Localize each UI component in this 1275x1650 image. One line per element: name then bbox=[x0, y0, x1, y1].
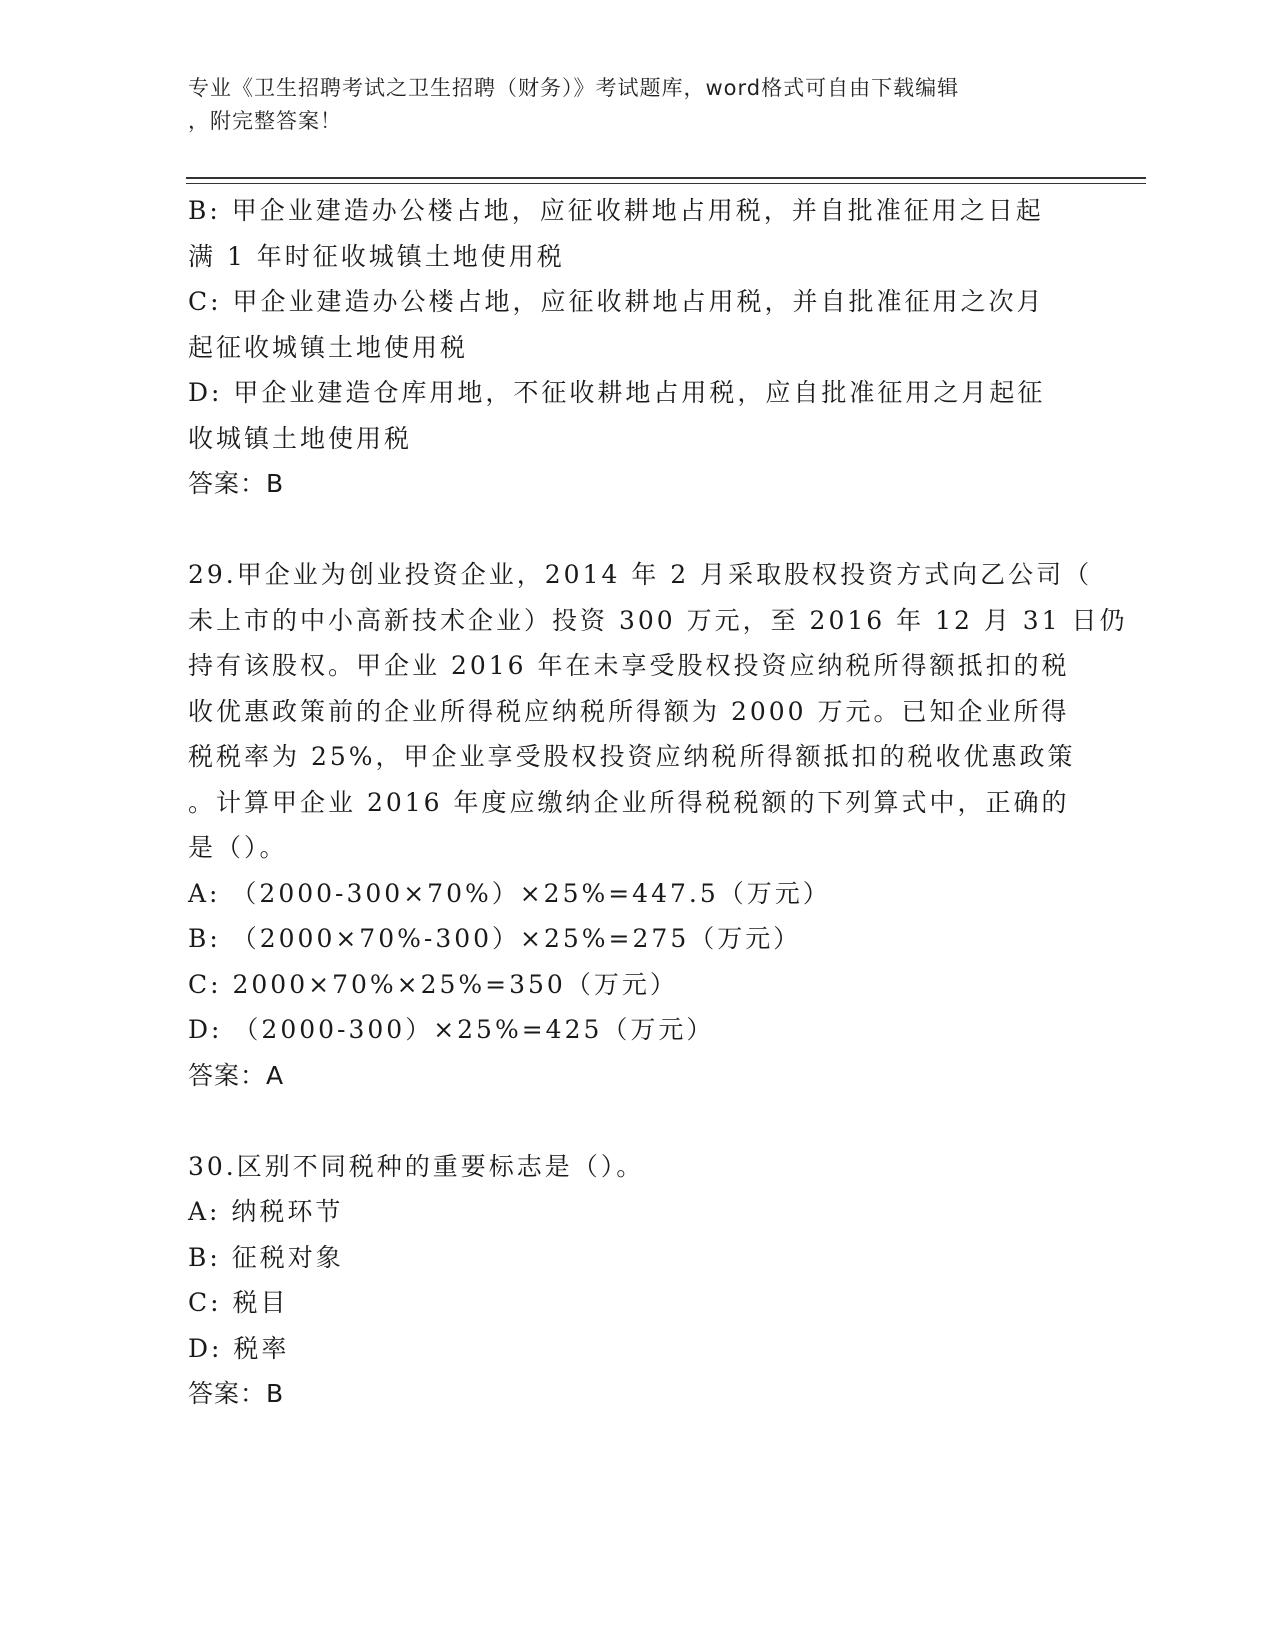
header-divider-thick bbox=[186, 177, 1146, 179]
q29-stem-line: 未上市的中小高新技术企业）投资 300 万元，至 2016 年 12 月 31 日仍 bbox=[188, 605, 1128, 635]
spacer bbox=[188, 1098, 1078, 1144]
q28-answer: 答案：B bbox=[188, 469, 285, 498]
question-29 bbox=[188, 552, 1128, 1098]
q28-option-b-line-1: B: 甲企业建造办公楼占地，应征收耕地占用税，并自批准征用之日起 bbox=[188, 196, 1044, 225]
q29-stem-line: 收优惠政策前的企业所得税应纳税所得额为 2000 万元。已知企业所得 bbox=[188, 696, 1070, 726]
q28-option-b-line-2: 满 1 年时征收城镇土地使用税 bbox=[188, 241, 565, 271]
spacer bbox=[188, 507, 1078, 553]
q30-answer: 答案：B bbox=[188, 1379, 285, 1408]
question-30 bbox=[188, 1144, 1078, 1417]
q28-option-d-line-1: D: 甲企业建造仓库用地，不征收耕地占用税，应自批准征用之月起征 bbox=[188, 378, 1046, 407]
q30-option-a: A: 纳税环节 bbox=[188, 1197, 344, 1226]
q29-option-c: C: 2000×70%×25%=350（万元） bbox=[188, 969, 678, 999]
q30-stem: 30.区别不同税种的重要标志是（）。 bbox=[188, 1151, 645, 1181]
q29-option-a: A: （2000-300×70%）×25%=447.5（万元） bbox=[188, 878, 831, 908]
q29-stem-line: 税税率为 25%，甲企业享受股权投资应纳税所得额抵扣的税收优惠政策 bbox=[188, 742, 1076, 771]
q29-stem-line: 持有该股权。甲企业 2016 年在未享受股权投资应纳税所得额抵扣的税 bbox=[188, 651, 1070, 680]
q28-option-c-line-2: 起征收城镇土地使用税 bbox=[188, 332, 469, 362]
question-28-tail bbox=[188, 188, 1078, 507]
q29-answer: 答案：A bbox=[188, 1060, 285, 1090]
header-line-1: 专业《卫生招聘考试之卫生招聘（财务）》考试题库，word格式可自由下载编辑 bbox=[188, 76, 960, 100]
document-header bbox=[188, 72, 1068, 138]
header-line-2: ，附完整答案！ bbox=[188, 109, 342, 133]
q30-option-b: B: 征税对象 bbox=[188, 1242, 344, 1272]
q28-option-c-line-1: C: 甲企业建造办公楼占地，应征收耕地占用税，并自批准征用之次月 bbox=[188, 287, 1045, 316]
q29-stem-line: 是（）。 bbox=[188, 833, 288, 862]
q28-option-d-line-2: 收城镇土地使用税 bbox=[188, 423, 413, 453]
header-divider-thin bbox=[186, 183, 1146, 184]
q29-stem-line: 。计算甲企业 2016 年度应缴纳企业所得税税额的下列算式中，正确的 bbox=[188, 787, 1070, 817]
q29-stem-line: 29.甲企业为创业投资企业，2014 年 2 月采取股权投资方式向乙公司（ bbox=[188, 560, 1093, 589]
q30-option-c: C: 税目 bbox=[188, 1288, 289, 1317]
question-content bbox=[188, 188, 1128, 1417]
q29-option-d: D: （2000-300）×25%=425（万元） bbox=[188, 1015, 715, 1044]
q30-option-d: D: 税率 bbox=[188, 1333, 290, 1363]
q29-option-b: B: （2000×70%-300）×25%=275（万元） bbox=[188, 924, 802, 953]
